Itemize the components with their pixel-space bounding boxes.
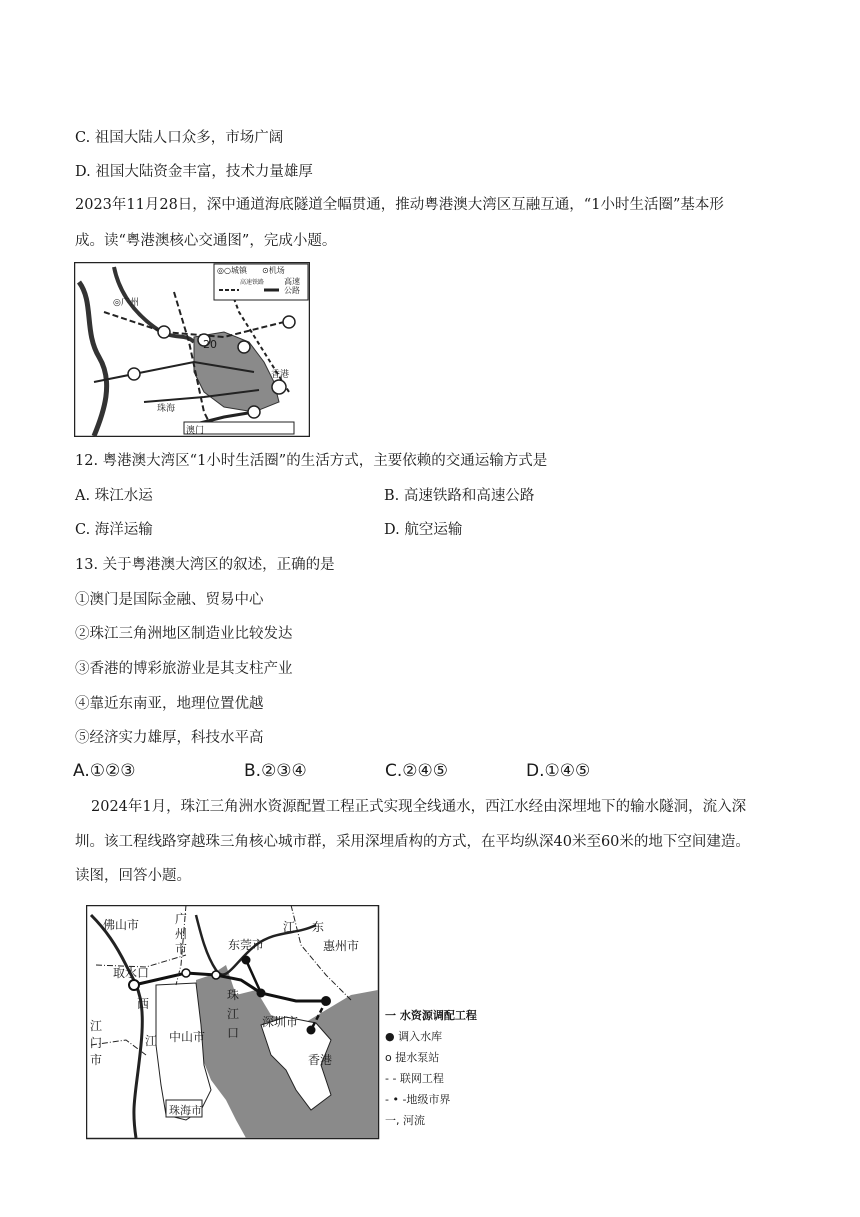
q12-stem: 12. 粤港澳大湾区“1小时生活圈”的生活方式，主要依赖的交通运输方式是 xyxy=(75,453,548,469)
label-zhuhai: 珠海 xyxy=(157,404,176,414)
q13-statement-3: ③香港的博彩旅游业是其支柱产业 xyxy=(75,661,293,677)
label-zhongshan: 中山市 xyxy=(169,1030,206,1044)
label-macau: 澳门 xyxy=(186,426,205,436)
legend-airport: ⊙机场 xyxy=(262,266,285,275)
map2-legend xyxy=(385,1005,477,1131)
legend-city: ◎○城镇 xyxy=(217,266,247,275)
q12-option-d: D. 航空运输 xyxy=(384,522,463,538)
label-dong: 东 xyxy=(312,920,325,934)
legend-rail: 高速铁路 xyxy=(240,279,265,286)
label-jiang-2: 江 xyxy=(145,1034,158,1048)
q12-option-a: A. 珠江水运 xyxy=(75,488,153,504)
passage2-line1: 2024年1月，珠江三角洲水资源配置工程正式实现全线通水，西江水经由深埋地下的输水隧洞，流入深 xyxy=(91,799,747,815)
legend-water-project: 一 水资源调配工程 xyxy=(385,1009,477,1022)
q13-option-b: B.②③④ xyxy=(244,761,307,781)
label-zhuhai-2: 珠海市 xyxy=(169,1104,202,1117)
label-guangzhou: ◎广州 xyxy=(113,298,139,308)
legend-road: 高速公路 xyxy=(284,277,300,295)
passage2-line3: 读图，回答小题。 xyxy=(75,868,191,884)
q12-option-c: C. 海洋运输 xyxy=(75,522,153,538)
q11-option-c: C. 祖国大陆人口众多，市场广阔 xyxy=(75,130,284,146)
label-hongkong: 香港 xyxy=(271,370,290,380)
legend-pump-station: o 提水泵站 xyxy=(385,1051,440,1064)
legend-reservoir: ● 调入水库 xyxy=(385,1030,443,1043)
label-intake: 取水口 xyxy=(113,966,150,980)
q13-stem: 13. 关于粤港澳大湾区的叙述，正确的是 xyxy=(75,557,335,573)
q13-statement-2: ②珠江三角洲地区制造业比较发达 xyxy=(75,626,293,642)
legend-network: - - 联网工程 xyxy=(385,1072,444,1085)
label-dongguan: 东莞市 xyxy=(228,938,265,952)
label-huizhou: 惠州市 xyxy=(323,939,360,953)
label-foshan: 佛山市 xyxy=(103,918,140,932)
q13-statement-1: ①澳门是国际金融、贸易中心 xyxy=(75,592,264,608)
label-guangzhou-2: 广州市 xyxy=(175,912,188,956)
passage1-line2: 成。读“粤港澳核心交通图”，完成小题。 xyxy=(75,233,337,249)
label-xi: 西 xyxy=(137,997,150,1011)
q13-statement-5: ⑤经济实力雄厚，科技水平高 xyxy=(75,730,264,746)
q13-statement-4: ④靠近东南亚，地理位置优越 xyxy=(75,696,264,712)
label-jiangmen: 江门市 xyxy=(90,1019,103,1067)
q12-option-b: B. 高速铁路和高速公路 xyxy=(384,488,535,504)
q13-option-c: C.②④⑤ xyxy=(385,761,448,781)
label-jiang: 江 xyxy=(283,920,296,934)
label-zhujiangkou: 珠江口 xyxy=(227,988,240,1040)
passage2-line2: 圳。该工程线路穿越珠三角核心城市群，采用深埋盾构的方式，在平均纵深40米至60米的地下空间建造。 xyxy=(75,834,750,850)
legend-river: 一, 河流 xyxy=(385,1114,425,1127)
label-shenzhen: 深圳市 xyxy=(262,1015,299,1029)
transport-map xyxy=(74,262,310,437)
q13-option-a: A.①②③ xyxy=(73,761,136,781)
legend-boundary: - • -地级市界 xyxy=(385,1093,451,1106)
passage1-line1: 2023年11月28日，深中通道海底隧道全幅贯通，推动粤港澳大湾区互融互通，“1小时生活圈”基本形 xyxy=(75,197,724,213)
q13-option-d: D.①④⑤ xyxy=(526,761,591,781)
label-hongkong-2: 香港 xyxy=(308,1053,333,1067)
label-20: 20 xyxy=(203,338,217,351)
q11-option-d: D. 祖国大陆资金丰富，技术力量雄厚 xyxy=(75,164,313,180)
